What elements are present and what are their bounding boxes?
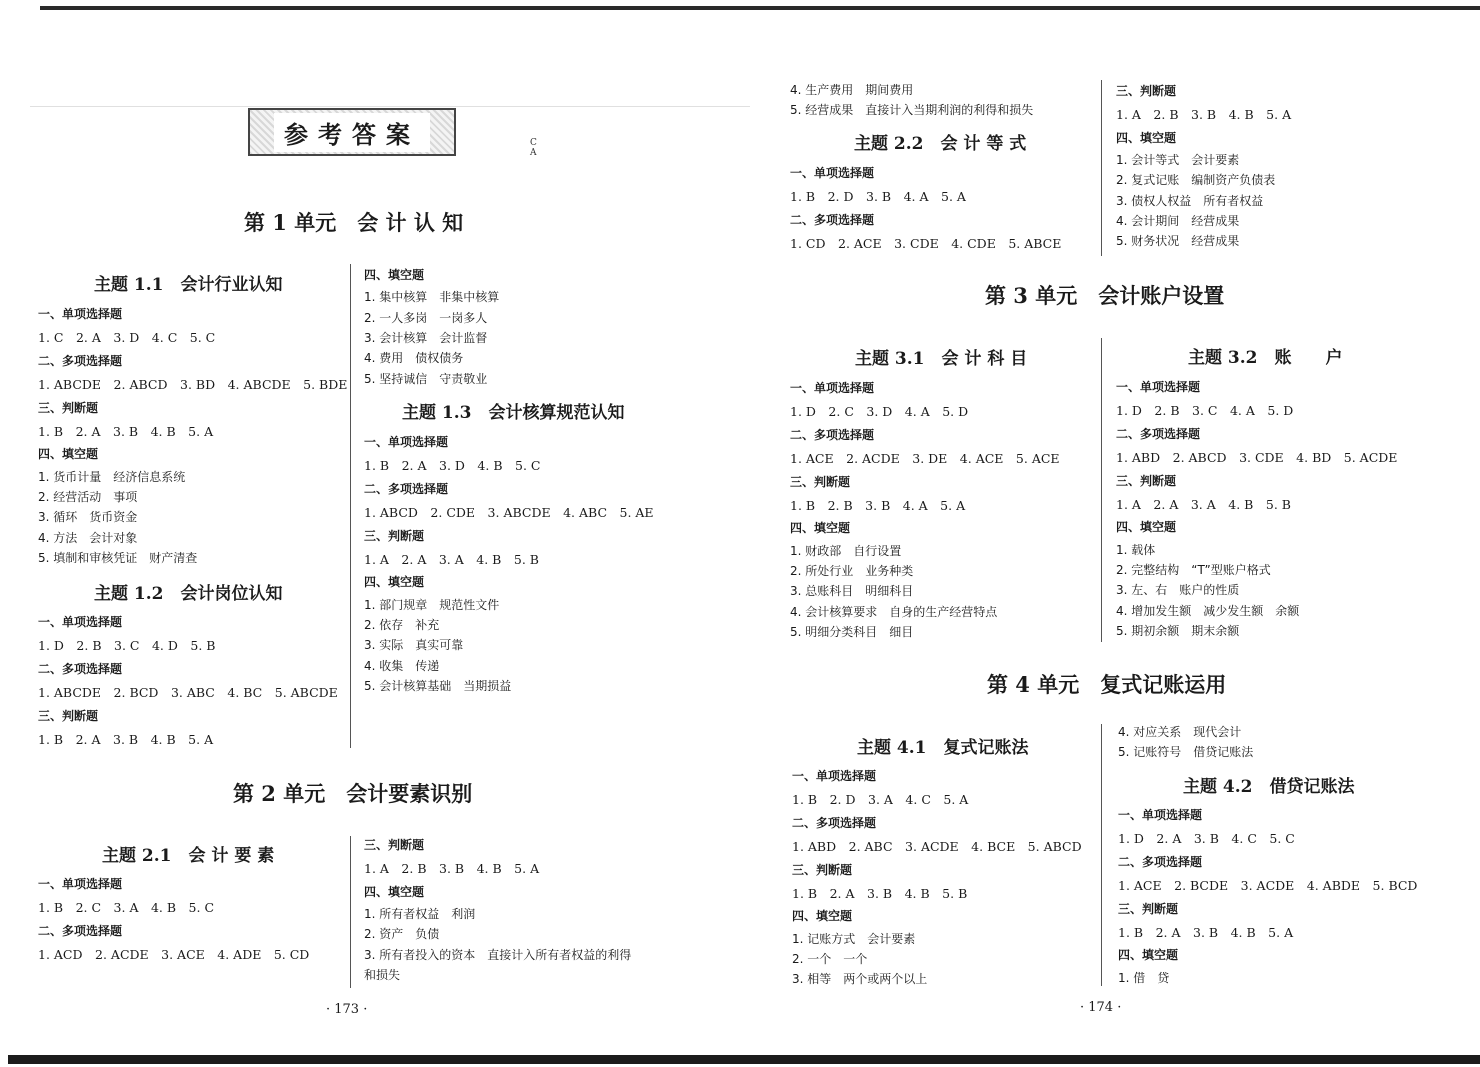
section-heading: 三、判断题: [364, 528, 425, 543]
answer-line: 3. 相等 两个或两个以上: [792, 972, 928, 987]
answer-line: 3. 左、右 账户的性质: [1116, 583, 1240, 598]
unit-1-heading: 第 1 单元 会 计 认 知: [244, 210, 464, 235]
answer-line: 2. 一个 一个: [792, 952, 868, 967]
section-heading: 三、判断题: [790, 474, 851, 489]
section-heading: 二、多项选择题: [790, 212, 875, 227]
section-heading: 二、多项选择题: [38, 661, 123, 676]
answer-line: 2. 一人多岗 一岗多人: [364, 310, 488, 325]
answer-line: 4. 收集 传递: [364, 658, 440, 673]
topic-4-2-heading: 主题 4.2 借贷记账法: [1183, 777, 1355, 797]
answer-line: 1. D 2. B 3. C 4. A 5. D: [1116, 403, 1294, 419]
topic-2-1-continued: [364, 834, 631, 985]
section-heading: 一、单项选择题: [364, 435, 449, 449]
topic-1-3-heading: 主题 1.3 会计核算规范认知: [402, 403, 625, 423]
section-heading: 三、判断题: [38, 708, 99, 723]
answer-line: 2. 复式记账 编制资产负债表: [1116, 173, 1276, 188]
answer-line: 5. 坚持诚信 守责敬业: [364, 371, 488, 386]
topic-4-1-answers: [792, 765, 1082, 990]
answer-line: 4. 费用 债权债务: [364, 351, 464, 366]
answer-line: 1. B 2. A 3. B 4. B 5. A: [1118, 924, 1294, 940]
unit-2-heading: 第 2 单元 会计要素识别: [233, 781, 473, 806]
topic-4-1-heading: 主题 4.1 复式记账法: [857, 738, 1029, 758]
answer-line: 3. 实际 真实可靠: [364, 638, 464, 653]
answer-line: 1. ACE 2. BCDE 3. ACDE 4. ABDE 5. BCD: [1118, 878, 1418, 894]
topic-1-2-fill-answers: [364, 264, 499, 389]
answer-line: 4. 会计期间 经营成果: [1116, 214, 1240, 229]
section-heading: 三、判断题: [1116, 473, 1177, 488]
answer-line: 3. 所有者投入的资本 直接计入所有者权益的利得: [364, 947, 632, 962]
answer-line: 1. B 2. A 3. B 4. B 5. A: [38, 423, 214, 439]
answer-line: 3. 会计核算 会计监督: [364, 330, 488, 345]
divider-left-mid: [350, 264, 351, 748]
answer-line: 4. 增加发生额 减少发生额 余额: [1116, 603, 1300, 618]
topic-3-2-answers: [1116, 376, 1397, 641]
topic-3-1-heading: 主题 3.1 会 计 科 目: [855, 349, 1028, 369]
answer-line: 1. B 2. A 3. D 4. B 5. C: [364, 458, 541, 474]
answer-line: 5. 填制和审核凭证 财产清查: [38, 550, 198, 565]
answer-line: 4. 会计核算要求 自身的生产经营特点: [790, 604, 998, 619]
answer-line: 1. 货币计量 经济信息系统: [38, 469, 186, 484]
header-rule: [30, 106, 750, 107]
bottom-border: [8, 1055, 1480, 1064]
section-heading: 二、多项选择题: [1118, 854, 1203, 869]
answer-line: 5. 期初余额 期末余额: [1116, 623, 1240, 638]
section-heading: 一、单项选择题: [38, 615, 123, 629]
answer-line: 1. ABCD 2. CDE 3. ABCDE 4. ABC 5. AE: [364, 505, 654, 521]
answer-line: 1. 载体: [1116, 542, 1156, 557]
section-heading: 一、单项选择题: [1118, 808, 1203, 822]
answer-line: 2. 资产 负债: [364, 927, 440, 942]
topic-1-1-heading: 主题 1.1 会计行业认知: [94, 275, 283, 295]
answer-line: 1. B 2. D 3. B 4. A 5. A: [790, 189, 966, 205]
section-heading: 四、填空题: [790, 521, 851, 536]
section-heading: 四、填空题: [1116, 520, 1177, 535]
topic-1-1-answers: [38, 303, 347, 568]
section-heading: 一、单项选择题: [38, 307, 123, 321]
section-heading: 二、多项选择题: [38, 353, 123, 368]
answer-line: 1. 财政部 自行设置: [790, 543, 902, 558]
answer-line: 1. B 2. A 3. B 4. B 5. B: [792, 885, 968, 901]
answer-line: 1. B 2. B 3. B 4. A 5. A: [790, 497, 966, 513]
answer-line: 1. ACE 2. ACDE 3. DE 4. ACE 5. ACE: [790, 451, 1060, 467]
unit-3-heading: 第 3 单元 会计账户设置: [985, 283, 1225, 308]
section-heading: 四、填空题: [792, 909, 853, 924]
answer-line: 1. A 2. A 3. A 4. B 5. B: [364, 551, 539, 567]
answer-line: 2. 经营活动 事项: [38, 490, 138, 505]
answer-line: 3. 债权人权益 所有者权益: [1116, 193, 1264, 208]
answer-line: 5. 会计核算基础 当期损益: [364, 678, 512, 693]
topic-2-1-heading: 主题 2.1 会 计 要 素: [102, 846, 275, 866]
answer-line: 1. ABCDE 2. BCD 3. ABC 4. BC 5. ABCDE: [38, 685, 338, 701]
section-heading: 三、判断题: [792, 862, 853, 877]
topic-4-1-continued: [1118, 722, 1253, 763]
section-heading: 三、判断题: [364, 838, 425, 852]
section-heading: 二、多项选择题: [38, 923, 123, 938]
answer-line: 5. 财务状况 经营成果: [1116, 234, 1240, 249]
answer-line: 2. 完整结构 “T”型账户格式: [1116, 563, 1271, 578]
answer-line: 和损失: [364, 968, 401, 983]
answer-line: 4. 生产费用 期间费用: [790, 83, 914, 97]
topic-2-2-answers: [790, 162, 1061, 256]
section-heading: 一、单项选择题: [1116, 380, 1201, 394]
section-heading: 一、单项选择题: [790, 381, 875, 395]
page-number-left: · 173 ·: [326, 1002, 368, 1017]
topic-1-2-heading: 主题 1.2 会计岗位认知: [94, 584, 283, 604]
section-heading: 一、单项选择题: [790, 166, 875, 180]
section-heading: 三、判断题: [1116, 84, 1177, 98]
section-heading: 四、填空题: [364, 575, 425, 590]
answer-line: 1. A 2. A 3. A 4. B 5. B: [1116, 496, 1291, 512]
answer-line: 3. 总账科目 明细科目: [790, 584, 914, 599]
answer-line: 1. 集中核算 非集中核算: [364, 290, 500, 305]
section-heading: 三、判断题: [1118, 901, 1179, 916]
section-heading: 四、填空题: [38, 447, 99, 462]
top-border: [40, 6, 1480, 10]
answer-line: 1. 部门规章 规范性文件: [364, 597, 500, 612]
answer-line: 1. ACD 2. ACDE 3. ACE 4. ADE 5. CD: [38, 947, 310, 963]
answer-line: 1. B 2. D 3. A 4. C 5. A: [792, 792, 969, 808]
answer-line: 1. C 2. A 3. D 4. C 5. C: [38, 330, 216, 346]
section-heading: 四、填空题: [1118, 948, 1179, 963]
answer-line: 5. 明细分类科目 细目: [790, 624, 914, 639]
section-heading: 二、多项选择题: [1116, 426, 1201, 441]
answer-line: 3. 循环 货币资金: [38, 510, 138, 525]
page-number-right: · 174 ·: [1080, 1000, 1122, 1015]
answer-line: 1. D 2. C 3. D 4. A 5. D: [790, 404, 969, 420]
topic-3-1-answers: [790, 377, 1060, 642]
section-heading: 一、单项选择题: [792, 769, 877, 783]
topic-1-3-answers: [364, 431, 654, 696]
section-heading: 二、多项选择题: [364, 481, 449, 496]
section-heading: 四、填空题: [1116, 130, 1177, 145]
answer-line: 4. 对应关系 现代会计: [1118, 725, 1242, 739]
answer-line: 1. ABD 2. ABCD 3. CDE 4. BD 5. ACDE: [1116, 450, 1398, 466]
answer-line: 1. ABD 2. ABC 3. ACDE 4. BCE 5. ABCD: [792, 839, 1082, 855]
answer-line: 1. D 2. A 3. B 4. C 5. C: [1118, 831, 1295, 847]
answer-line: 5. 经营成果 直接计入当期利润的利得和损失: [790, 103, 1034, 118]
divider-left-lower: [350, 836, 351, 988]
answer-line: 1. B 2. C 3. A 4. B 5. C: [38, 900, 215, 916]
answer-line: 1. 会计等式 会计要素: [1116, 153, 1240, 168]
answer-line: 2. 依存 补充: [364, 618, 440, 633]
section-heading: 二、多项选择题: [792, 815, 877, 830]
answer-line: 2. 所处行业 业务种类: [790, 564, 914, 579]
answer-line: 1. ABCDE 2. ABCD 3. BD 4. ABCDE 5. BDE: [38, 377, 348, 393]
answer-line: 1. A 2. B 3. B 4. B 5. A: [1116, 107, 1292, 123]
margin-mark: C A: [530, 138, 537, 158]
divider-right-lower: [1101, 724, 1102, 986]
topic-3-2-heading: 主题 3.2 账 户: [1188, 348, 1343, 368]
unit-4-heading: 第 4 单元 复式记账运用: [987, 672, 1227, 697]
section-heading: 四、填空题: [364, 268, 425, 282]
answer-line: 1. 记账方式 会计要素: [792, 931, 916, 946]
answer-line: 1. 借 贷: [1118, 970, 1170, 985]
topic-1-2-answers: [38, 611, 338, 751]
divider-right-mid: [1101, 338, 1102, 642]
answer-line: 1. B 2. A 3. B 4. B 5. A: [38, 731, 214, 747]
topic-2-1-fill-continued: [790, 80, 1033, 121]
answer-line: 4. 方法 会计对象: [38, 530, 138, 545]
topic-4-2-answers: [1118, 804, 1417, 988]
answer-line: 1. 所有者权益 利润: [364, 907, 476, 922]
answers-title-banner: [248, 108, 456, 156]
topic-2-2-heading: 主题 2.2 会 计 等 式: [854, 134, 1027, 154]
section-heading: 三、判断题: [38, 400, 99, 415]
section-heading: 四、填空题: [364, 884, 425, 899]
section-heading: 二、多项选择题: [790, 427, 875, 442]
answer-line: 1. A 2. B 3. B 4. B 5. A: [364, 861, 540, 877]
answers-title: 参考答案: [274, 113, 430, 152]
answer-line: 5. 记账符号 借贷记账法: [1118, 745, 1254, 760]
section-heading: 一、单项选择题: [38, 877, 123, 891]
answer-line: 1. D 2. B 3. C 4. D 5. B: [38, 638, 216, 654]
topic-2-1-answers: [38, 873, 309, 967]
answer-line: 1. CD 2. ACE 3. CDE 4. CDE 5. ABCE: [790, 236, 1062, 252]
divider-right-top: [1101, 80, 1102, 256]
topic-2-2-continued: [1116, 80, 1291, 252]
